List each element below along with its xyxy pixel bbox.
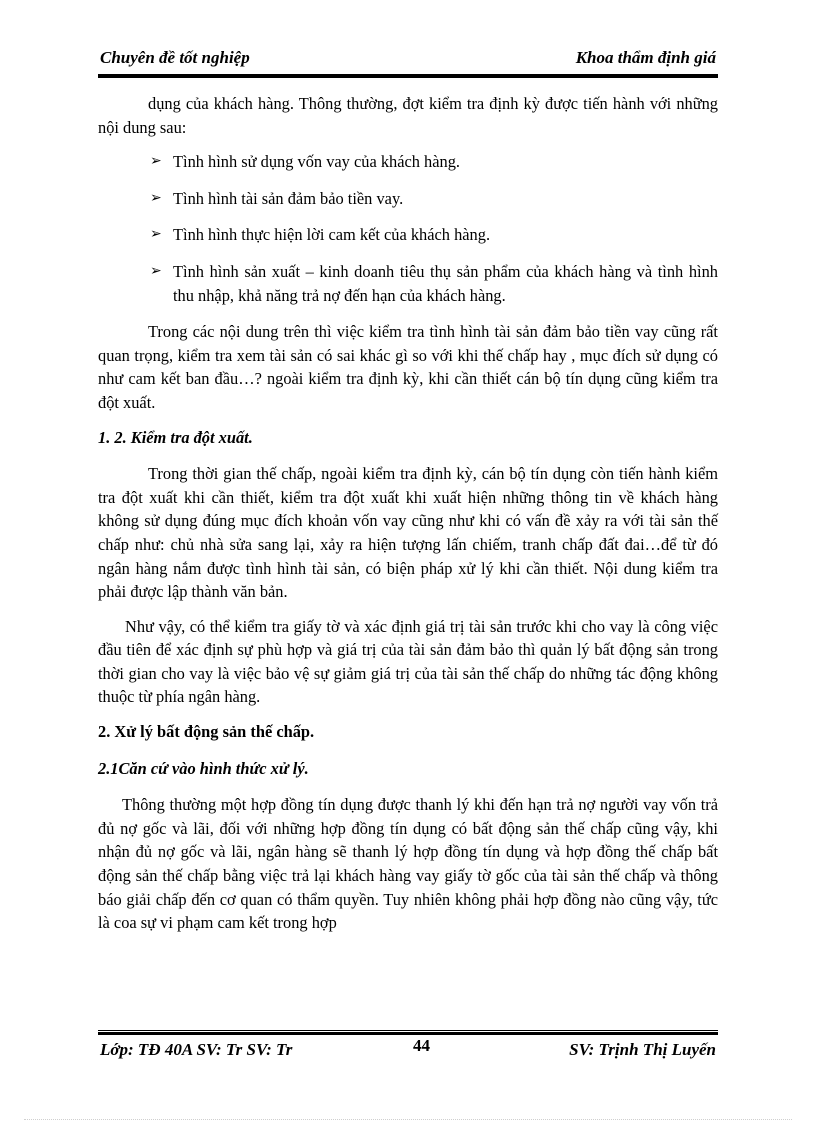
bullet-item: [98, 260, 718, 307]
page-edge-dotted-line: [24, 1119, 792, 1120]
paragraph-surprise-inspection: Trong thời gian thế chấp, ngoài kiểm tra định kỳ, cán bộ tín dụng còn tiến hành kiểm tra đột xuất khi cần thiết, kiểm tra đột xuất khi xuất hiện những thông tin về khách hàng không sử dụng đúng mục đích khoản vốn vay cũng như khi có vấn đề xảy ra với tài sản thế chấp như: chủ nhà sửa sang lại, xảy ra hiện tượng lấn chiếm, tranh chấp đất đai…để từ đó ngân hàng nắm được tình hình tài sản, có biện pháp xử lý khi cần thiết. Nội dung kiểm tra phải được lập thành văn bản.: [98, 464, 718, 602]
section-heading-1-2: 1. 2. Kiểm tra đột xuất.: [98, 427, 253, 447]
header-divider: [98, 74, 718, 78]
bullet-text: Tình hình sản xuất – kinh doanh tiêu thụ sản phẩm của khách hàng và tình hình thu nhập, khả năng trả nợ đến hạn của khách hàng.: [173, 261, 718, 305]
paragraph-content-priority: Trong các nội dung trên thì việc kiểm tra tình hình tài sản đảm bảo tiền vay cũng rất quan trọng, kiểm tra xem tài sản có sai khác gì so với khi thế chấp hay , mục đích sử dụng có như cam kết ban đầu…? ngoài kiểm tra định kỳ, khi cần thiết cán bộ tín dụng cũng kiểm tra đột xuất.: [98, 322, 718, 412]
bullet-text: Tình hình thực hiện lời cam kết của khách hàng.: [173, 225, 491, 245]
arrowhead-bullet-icon: ➢: [150, 153, 162, 170]
bullet-item: [98, 223, 718, 247]
section-heading-2: 2. Xử lý bất động sản thế chấp.: [98, 722, 315, 742]
bullet-item: [98, 150, 718, 174]
header-course-title: Chuyên đề tốt nghiệp: [100, 48, 250, 67]
bullet-text: Tình hình sử dụng vốn vay của khách hàng.: [173, 152, 461, 172]
page-header: [98, 48, 718, 72]
bullet-item: [98, 187, 718, 211]
footer-class-info: Lớp: TĐ 40A SV: Tr SV: Tr: [100, 1040, 293, 1059]
arrowhead-bullet-icon: ➢: [150, 226, 162, 243]
bullet-text: Tình hình tài sản đảm bảo tiền vay.: [173, 188, 404, 208]
section-heading-2-1: 2.1Căn cứ vào hình thức xử lý.: [98, 758, 309, 778]
paragraph-summary: Như vậy, có thể kiểm tra giấy tờ và xác định giá trị tài sản trước khi cho vay là công việc đầu tiên để xác định sự phù hợp và giá trị của tài sản đảm bảo thì quản lý bất động sản trong thời gian cho vay là việc bảo vệ sự giảm giá trị của tài sản thế chấp do những tác động không thuộc từ phía ngân hàng.: [98, 616, 718, 707]
arrowhead-bullet-icon: ➢: [150, 189, 162, 206]
footer-student-name: SV: Trịnh Thị Luyến: [569, 1040, 716, 1059]
paragraph-intro: dụng của khách hàng. Thông thường, đợt kiểm tra định kỳ được tiến hành với những nội dung sau:: [98, 94, 718, 137]
header-faculty: Khoa thẩm định giá: [575, 48, 716, 67]
paragraph-liquidation: Thông thường một hợp đồng tín dụng được thanh lý khi đến hạn trả nợ người vay vốn trả đủ nợ gốc và lãi, đối với những hợp đồng tín dụng có bất động sản thế chấp cũng vậy, khi nhận đủ nợ gốc và lãi, ngân hàng sẽ thanh lý hợp đồng tín dụng và hợp đồng thế chấp bất động sản thế chấp bằng việc trả lại khách hàng vay giấy tờ gốc của tài sản thế chấp và thông báo giải chấp đến cơ quan có thẩm quyền. Tuy nhiên không phải hợp đồng nào cũng vậy, tức là coa sự vi phạm cam kết trong hợp: [98, 795, 718, 933]
page-footer: [98, 1036, 718, 1064]
footer-divider: [98, 1030, 718, 1035]
page-number: 44: [413, 1036, 430, 1055]
page-body: [98, 92, 718, 946]
arrowhead-bullet-icon: ➢: [150, 262, 162, 279]
